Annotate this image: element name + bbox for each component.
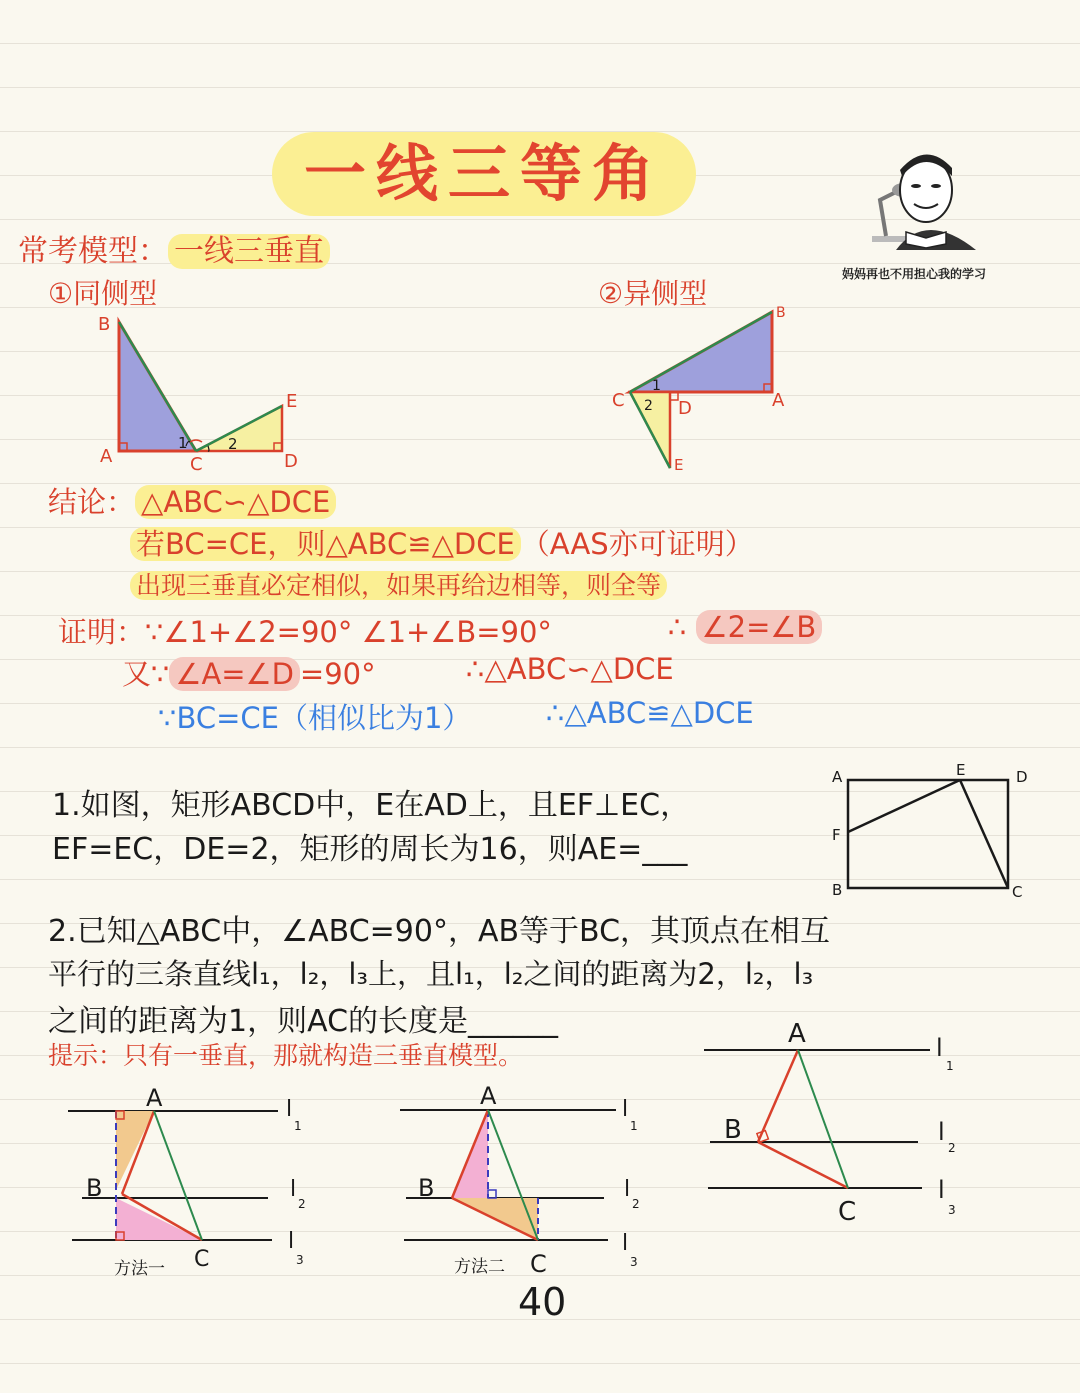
method-1-label: 方法一	[114, 1259, 165, 1279]
segment-ef	[848, 780, 960, 832]
conclusion-similar: △ABC∽△DCE	[135, 485, 336, 519]
conclusion-congruent: 若BC=CE，则△ABC≌△DCE	[130, 527, 521, 561]
label-c: C	[530, 1250, 547, 1278]
right-angle-mark-b	[757, 1131, 769, 1143]
proof-line-1	[58, 610, 552, 651]
proof-line-2	[122, 652, 376, 693]
q1-line-2: EF=EC，DE=2，矩形的周长为16，则AE=___	[52, 832, 688, 867]
model-label: 常考模型：	[18, 234, 168, 269]
q2-figure	[700, 1012, 980, 1232]
sub-2: 2	[632, 1197, 640, 1211]
label-b: B	[418, 1174, 435, 1202]
label-c: C	[612, 390, 625, 411]
label-l2: l	[624, 1177, 631, 1202]
label-l1: l	[286, 1097, 293, 1122]
sub-2: 2	[298, 1197, 306, 1211]
label-c: C	[190, 454, 203, 475]
label-a: A	[100, 446, 113, 467]
q2-line-2: 平行的三条直线l₁，l₂，l₃上，且l₁，l₂之间的距离为2，l₂，l₃	[48, 957, 814, 991]
label-angle-2: 2	[644, 398, 653, 414]
meme-illustration	[866, 150, 984, 254]
label-a: A	[480, 1082, 497, 1110]
proof-congruent: ∴△ABC≌△DCE	[546, 696, 754, 730]
conclusion-line-3	[130, 566, 667, 602]
label-l2: l	[938, 1118, 945, 1146]
label-b: B	[832, 881, 843, 899]
sub-1: 1	[946, 1059, 954, 1073]
label-l1: l	[622, 1097, 629, 1122]
proof-similar: ∴△ABC∽△DCE	[466, 652, 674, 686]
label-f: F	[832, 826, 841, 844]
right-angle-mark-c	[190, 440, 202, 442]
label-l3: l	[938, 1176, 945, 1204]
label-l1: l	[936, 1034, 943, 1062]
label-a: A	[788, 1019, 806, 1049]
meme-caption: 妈妈再也不用担心我的学习	[842, 267, 987, 281]
q1-line-1: 1.如图，矩形ABCD中，E在AD上，且EF⊥EC，	[52, 788, 691, 823]
sub-3: 3	[296, 1253, 304, 1267]
proof-line-1b	[668, 610, 822, 644]
method-2-label: 方法二	[454, 1257, 505, 1277]
label-angle-1: 1	[652, 378, 661, 394]
sub-3: 3	[948, 1203, 956, 1217]
label-a: A	[146, 1084, 163, 1112]
label-l3: l	[622, 1231, 629, 1256]
proof-ratio: ∵BC=CE（相似比为1）	[158, 701, 472, 735]
label-a: A	[772, 390, 785, 411]
right-angle-mark-mid	[488, 1190, 496, 1198]
label-l3: l	[288, 1229, 295, 1254]
label-e: E	[674, 456, 684, 474]
sub-2: 2	[948, 1141, 956, 1155]
label-b: B	[98, 314, 111, 335]
type-opposite-side: ②异侧型	[598, 277, 708, 310]
q2-line-1: 2.已知△ABC中，∠ABC=90°，AB等于BC，其顶点在相互	[48, 914, 831, 949]
q2-line-3: 之间的距离为1，则AC的长度是______	[48, 1004, 559, 1039]
sub-3: 3	[630, 1255, 638, 1269]
page-number: 40	[518, 1280, 567, 1324]
proof-therefore-1: ∴	[668, 610, 687, 644]
conclusion-line-1	[48, 480, 336, 521]
proof-right-angles: ∠A=∠D	[169, 657, 299, 691]
figure-same-side	[90, 310, 320, 480]
label-angle-2: 2	[228, 435, 238, 453]
label-c: C	[194, 1247, 210, 1272]
q2-hint: 提示：只有一垂直，那就构造三垂直模型。	[48, 1041, 524, 1070]
label-c: C	[1012, 883, 1023, 901]
proof-label: 证明：	[58, 615, 146, 649]
label-e: E	[286, 391, 298, 412]
figure-opposite-side	[606, 300, 806, 480]
conclusion-note: （AAS亦可证明）	[520, 527, 754, 561]
label-b: B	[86, 1174, 103, 1202]
label-e: E	[956, 761, 966, 779]
q1-rectangle-figure	[826, 760, 1036, 900]
label-d: D	[284, 451, 298, 472]
side-ab	[758, 1050, 798, 1142]
proof-ninety: =90°	[299, 657, 376, 691]
conclusion-label: 结论：	[48, 485, 136, 519]
conclusion-line-2	[130, 522, 754, 563]
proof-also: 又∵	[122, 657, 170, 691]
label-angle-1: 1	[178, 434, 188, 452]
method-1-figure	[60, 1080, 320, 1280]
page-title: 一线三等角	[272, 132, 696, 216]
label-a: A	[832, 768, 843, 786]
label-c: C	[838, 1197, 857, 1227]
label-d: D	[1016, 768, 1028, 786]
proof-step-1: ∵∠1+∠2=90° ∠1+∠B=90°	[145, 615, 552, 649]
label-d: D	[678, 398, 692, 419]
model-value: 一线三垂直	[168, 234, 330, 269]
method-2-figure	[396, 1076, 656, 1286]
label-l2: l	[290, 1177, 297, 1202]
type-same-side: ①同侧型	[48, 277, 158, 310]
sub-1: 1	[630, 1119, 638, 1133]
sub-1: 1	[294, 1119, 302, 1133]
label-b: B	[724, 1115, 742, 1145]
conclusion-rule: 出现三垂直必定相似，如果再给边相等，则全等	[130, 571, 667, 600]
proof-angle-equal: ∠2=∠B	[696, 610, 823, 644]
model-line	[18, 226, 330, 270]
label-b: B	[776, 305, 786, 321]
segment-ec	[960, 780, 1008, 888]
